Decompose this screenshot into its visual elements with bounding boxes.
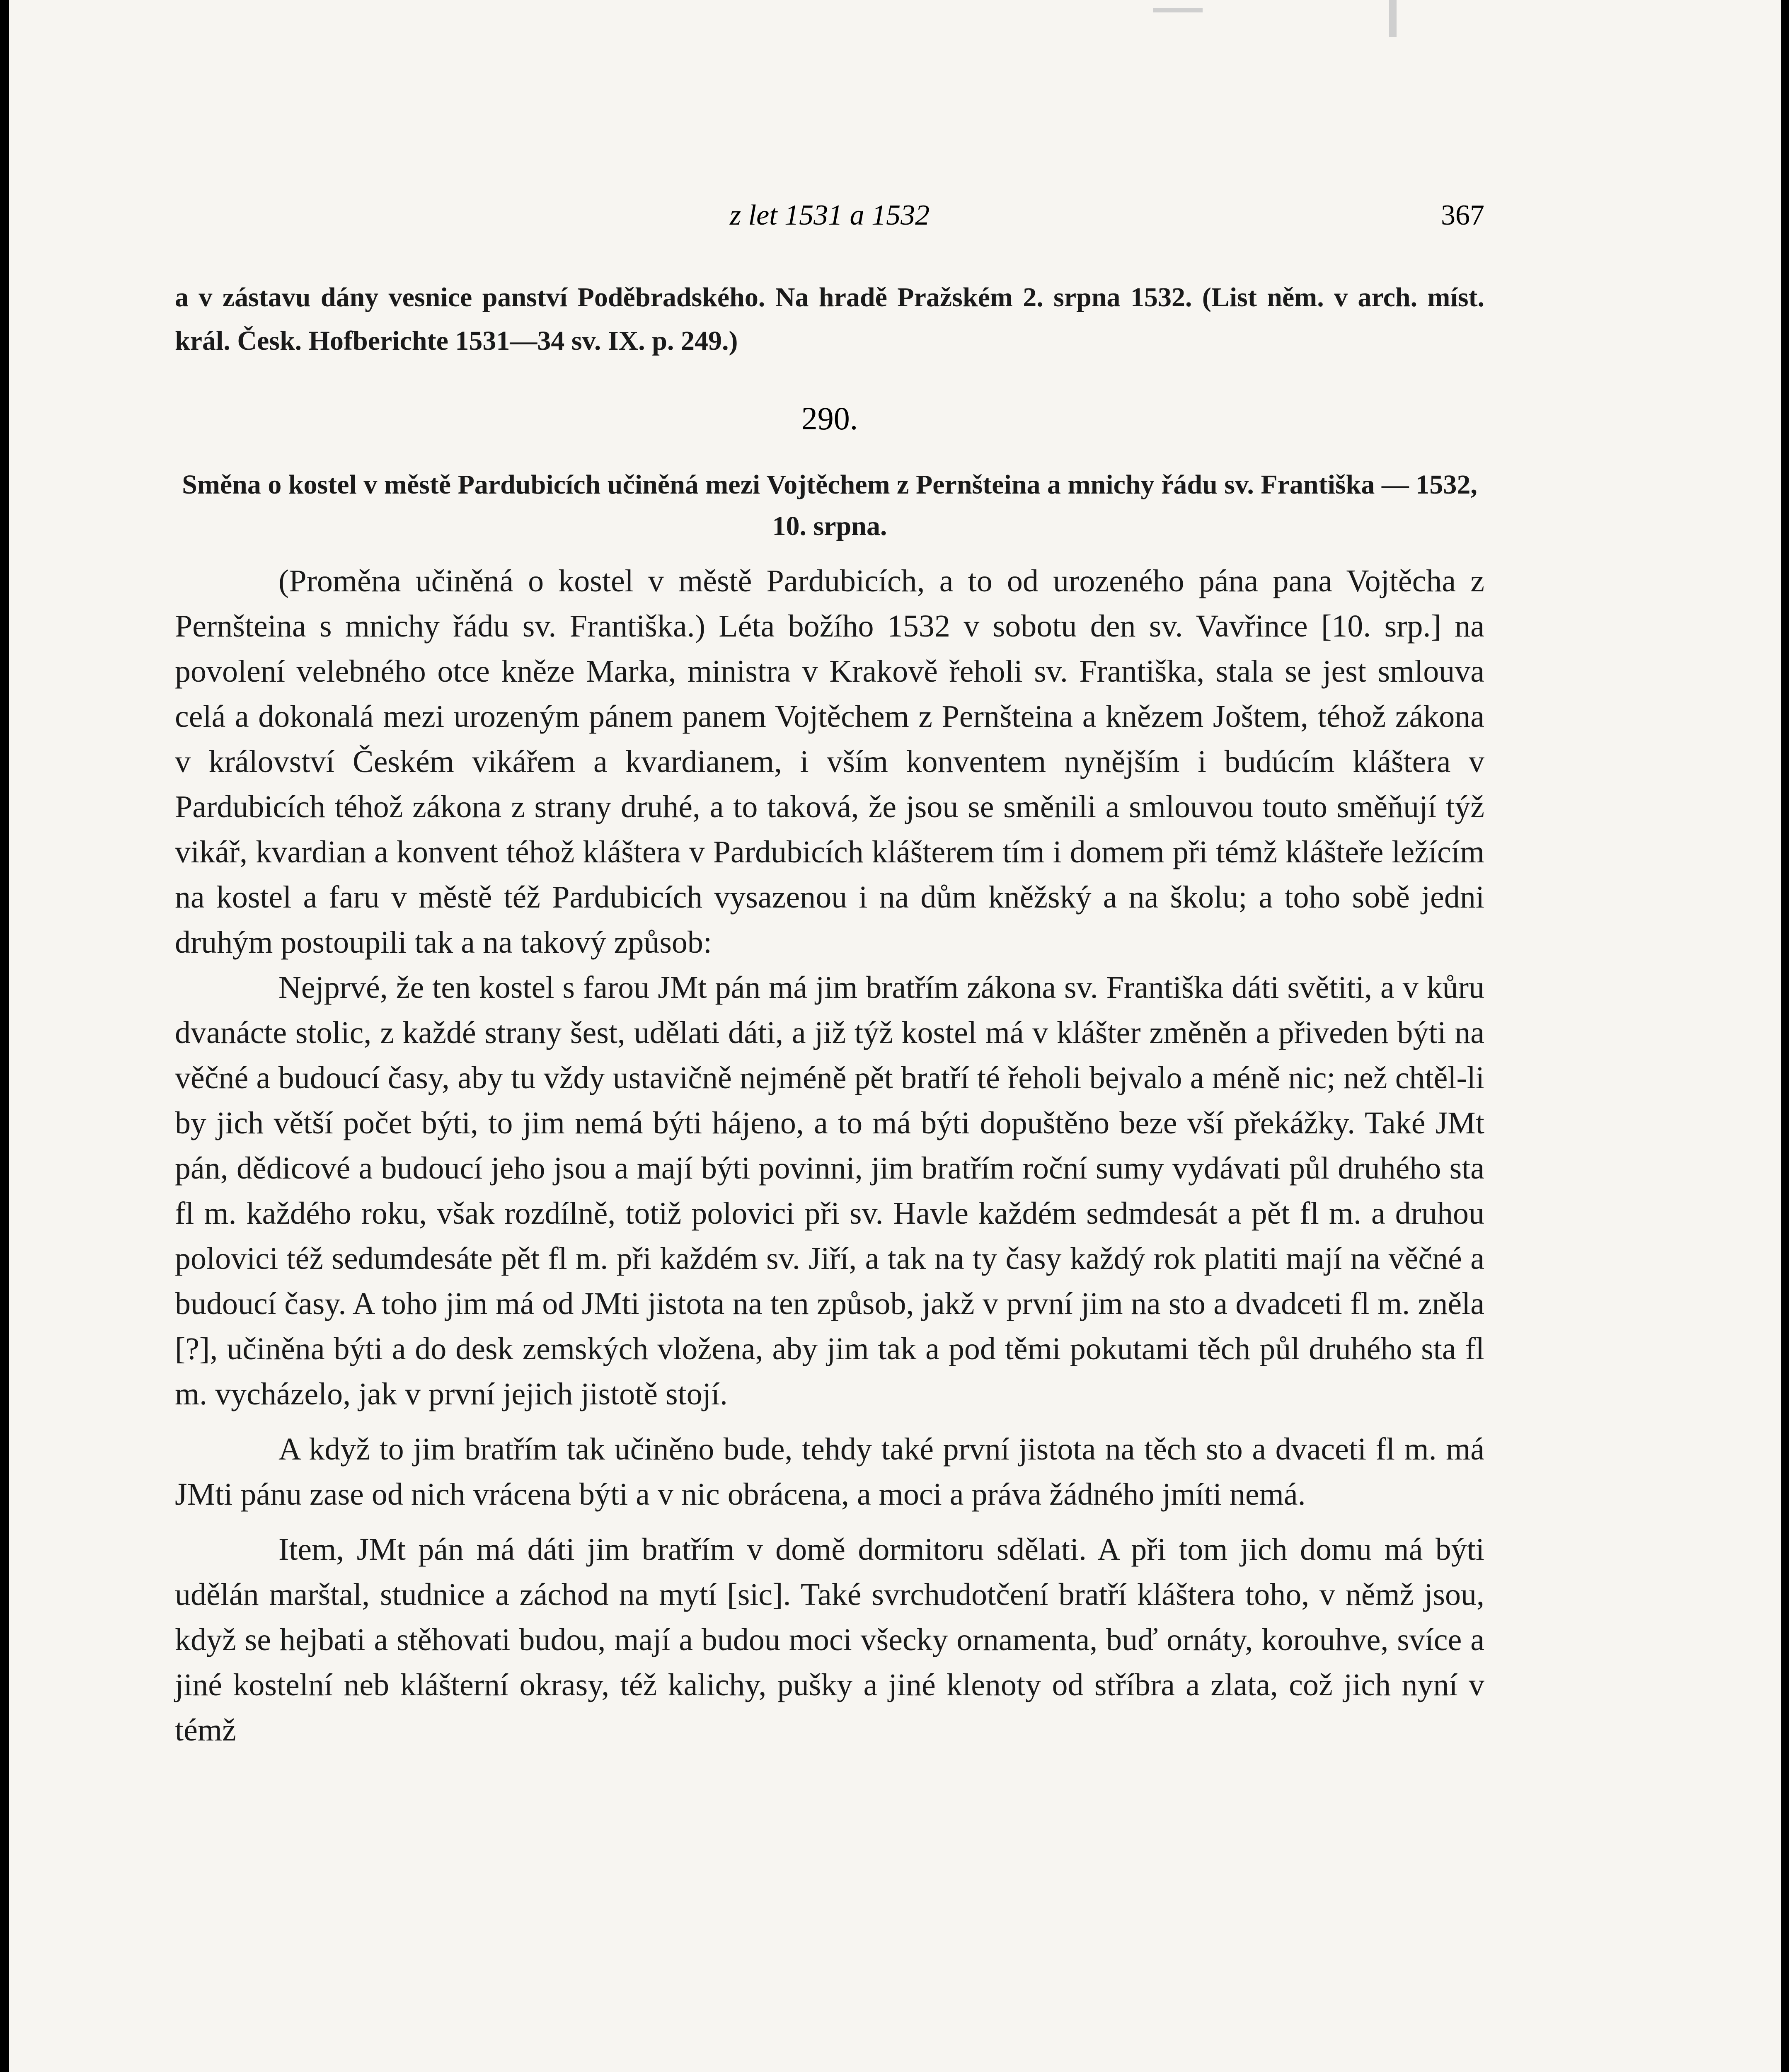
body-paragraph: Item, JMt pán má dáti jim bratřím v domě dormitoru sdělati. A při tom jich domu má býti udělán marštal, studnice a záchod na mytí [sic]. Také svrchudotčení bratří kláštera toho, v němž jsou, když se hejbati a stěhovati budou, mají a budou moci všecky ornamenta, buď ornáty, korouhve, svíce a jiné kostelní neb klášterní okrasy, též kalichy, pušky a jiné klenoty od stříbra a zlata, což jich nyní v témž [175,1532,1484,1748]
scanned-page [9,0,1781,2072]
body-paragraph: Nejprvé, že ten kostel s farou JMt pán má jim bratřím zákona sv. Františka dáti světiti, a v kůru dvanácte stolic, z každé strany šest, udělati dáti, a již týž kostel má v klášter změněn a přiveden býti na věčné a budoucí časy, aby tu vždy ustavičně nejméně pět bratří té řeholi bejvalo a méně nic; než chtěl-li by jich větší počet býti, to jim nemá býti hájeno, a to má býti dopuštěno beze vší překážky. Také JMt pán, dědicové a budoucí jeho jsou a mají býti povinni, jim bratřím roční sumy vydávati půl druhého sta fl m. každého roku, však rozdílně, totiž polovici při sv. Havle každém sedmdesát a pět fl m. a druhou polovici též sedumdesáte pět fl m. při každém sv. Jiří, a tak na ty časy každý rok platiti mají na věčné a budoucí časy. A toho jim má od JMti jistota na ten způsob, jakž v první jim na sto a dvadceti fl m. zněla [?], učiněna býti a do desk zemských vložena, aby jim tak a pod těmi pokutami těch půl druhého sta fl m. vycházelo, jak v první jejich jistotě stojí. [175,970,1484,1411]
page-header [175,199,1484,240]
document-title: Směna o kostel v městě Pardubicích učiněná mezi Vojtěchem z Pernšteina a mnichy řádu sv. Františka — 1532, 10. srpna. [182,470,1477,541]
intro-paragraph: a v zástavu dány vesnice panství Poděbradského. Na hradě Pražském 2. srpna 1532. (List něm. v arch. míst. král. Česk. Hofberichte 1531—34 sv. IX. p. 249.) [175,282,1484,356]
scan-artifact-mark [1389,0,1397,37]
document-number: 290. [801,400,858,436]
document-body [175,559,1484,1753]
page-number: 367 [1441,199,1484,231]
scan-artifact-mark [1153,8,1203,12]
body-paragraph: A když to jim bratřím tak učiněno bude, tehdy také první jistota na těch sto a dvaceti fl m. má JMti pánu zase od nich vrácena býti a v nic obrácena, a moci a práva žádného jmíti nemá. [175,1432,1484,1512]
body-paragraph: (Proměna učiněná o kostel v městě Pardubicích, a to od urozeného pána pana Vojtěcha z Pernšteina s mnichy řádu sv. Františka.) Léta božího 1532 v sobotu den sv. Vavřince [10. srp.] na povolení velebného otce kněze Marka, ministra v Krakově řeholi sv. Františka, stala se jest smlouva celá a dokonalá mezi urozeným pánem panem Vojtěchem z Pernšteina a knězem Joštem, téhož zákona v království Českém vikářem a kvardianem, i vším konventem nynějším i budúcím kláštera v Pardubicích téhož zákona z strany druhé, a to taková, že jsou se směnili a smlouvou touto směňují týž vikář, kvardian a konvent téhož kláštera v Pardubicích klášterem tím i domem při témž klášteře ležícím na kostel a faru v městě též Pardubicích vysazenou i na dům kněžský a na školu; a toho sobě jedni druhým postoupili tak a na takový způsob: [175,564,1484,960]
running-title: z let 1531 a 1532 [729,199,930,231]
